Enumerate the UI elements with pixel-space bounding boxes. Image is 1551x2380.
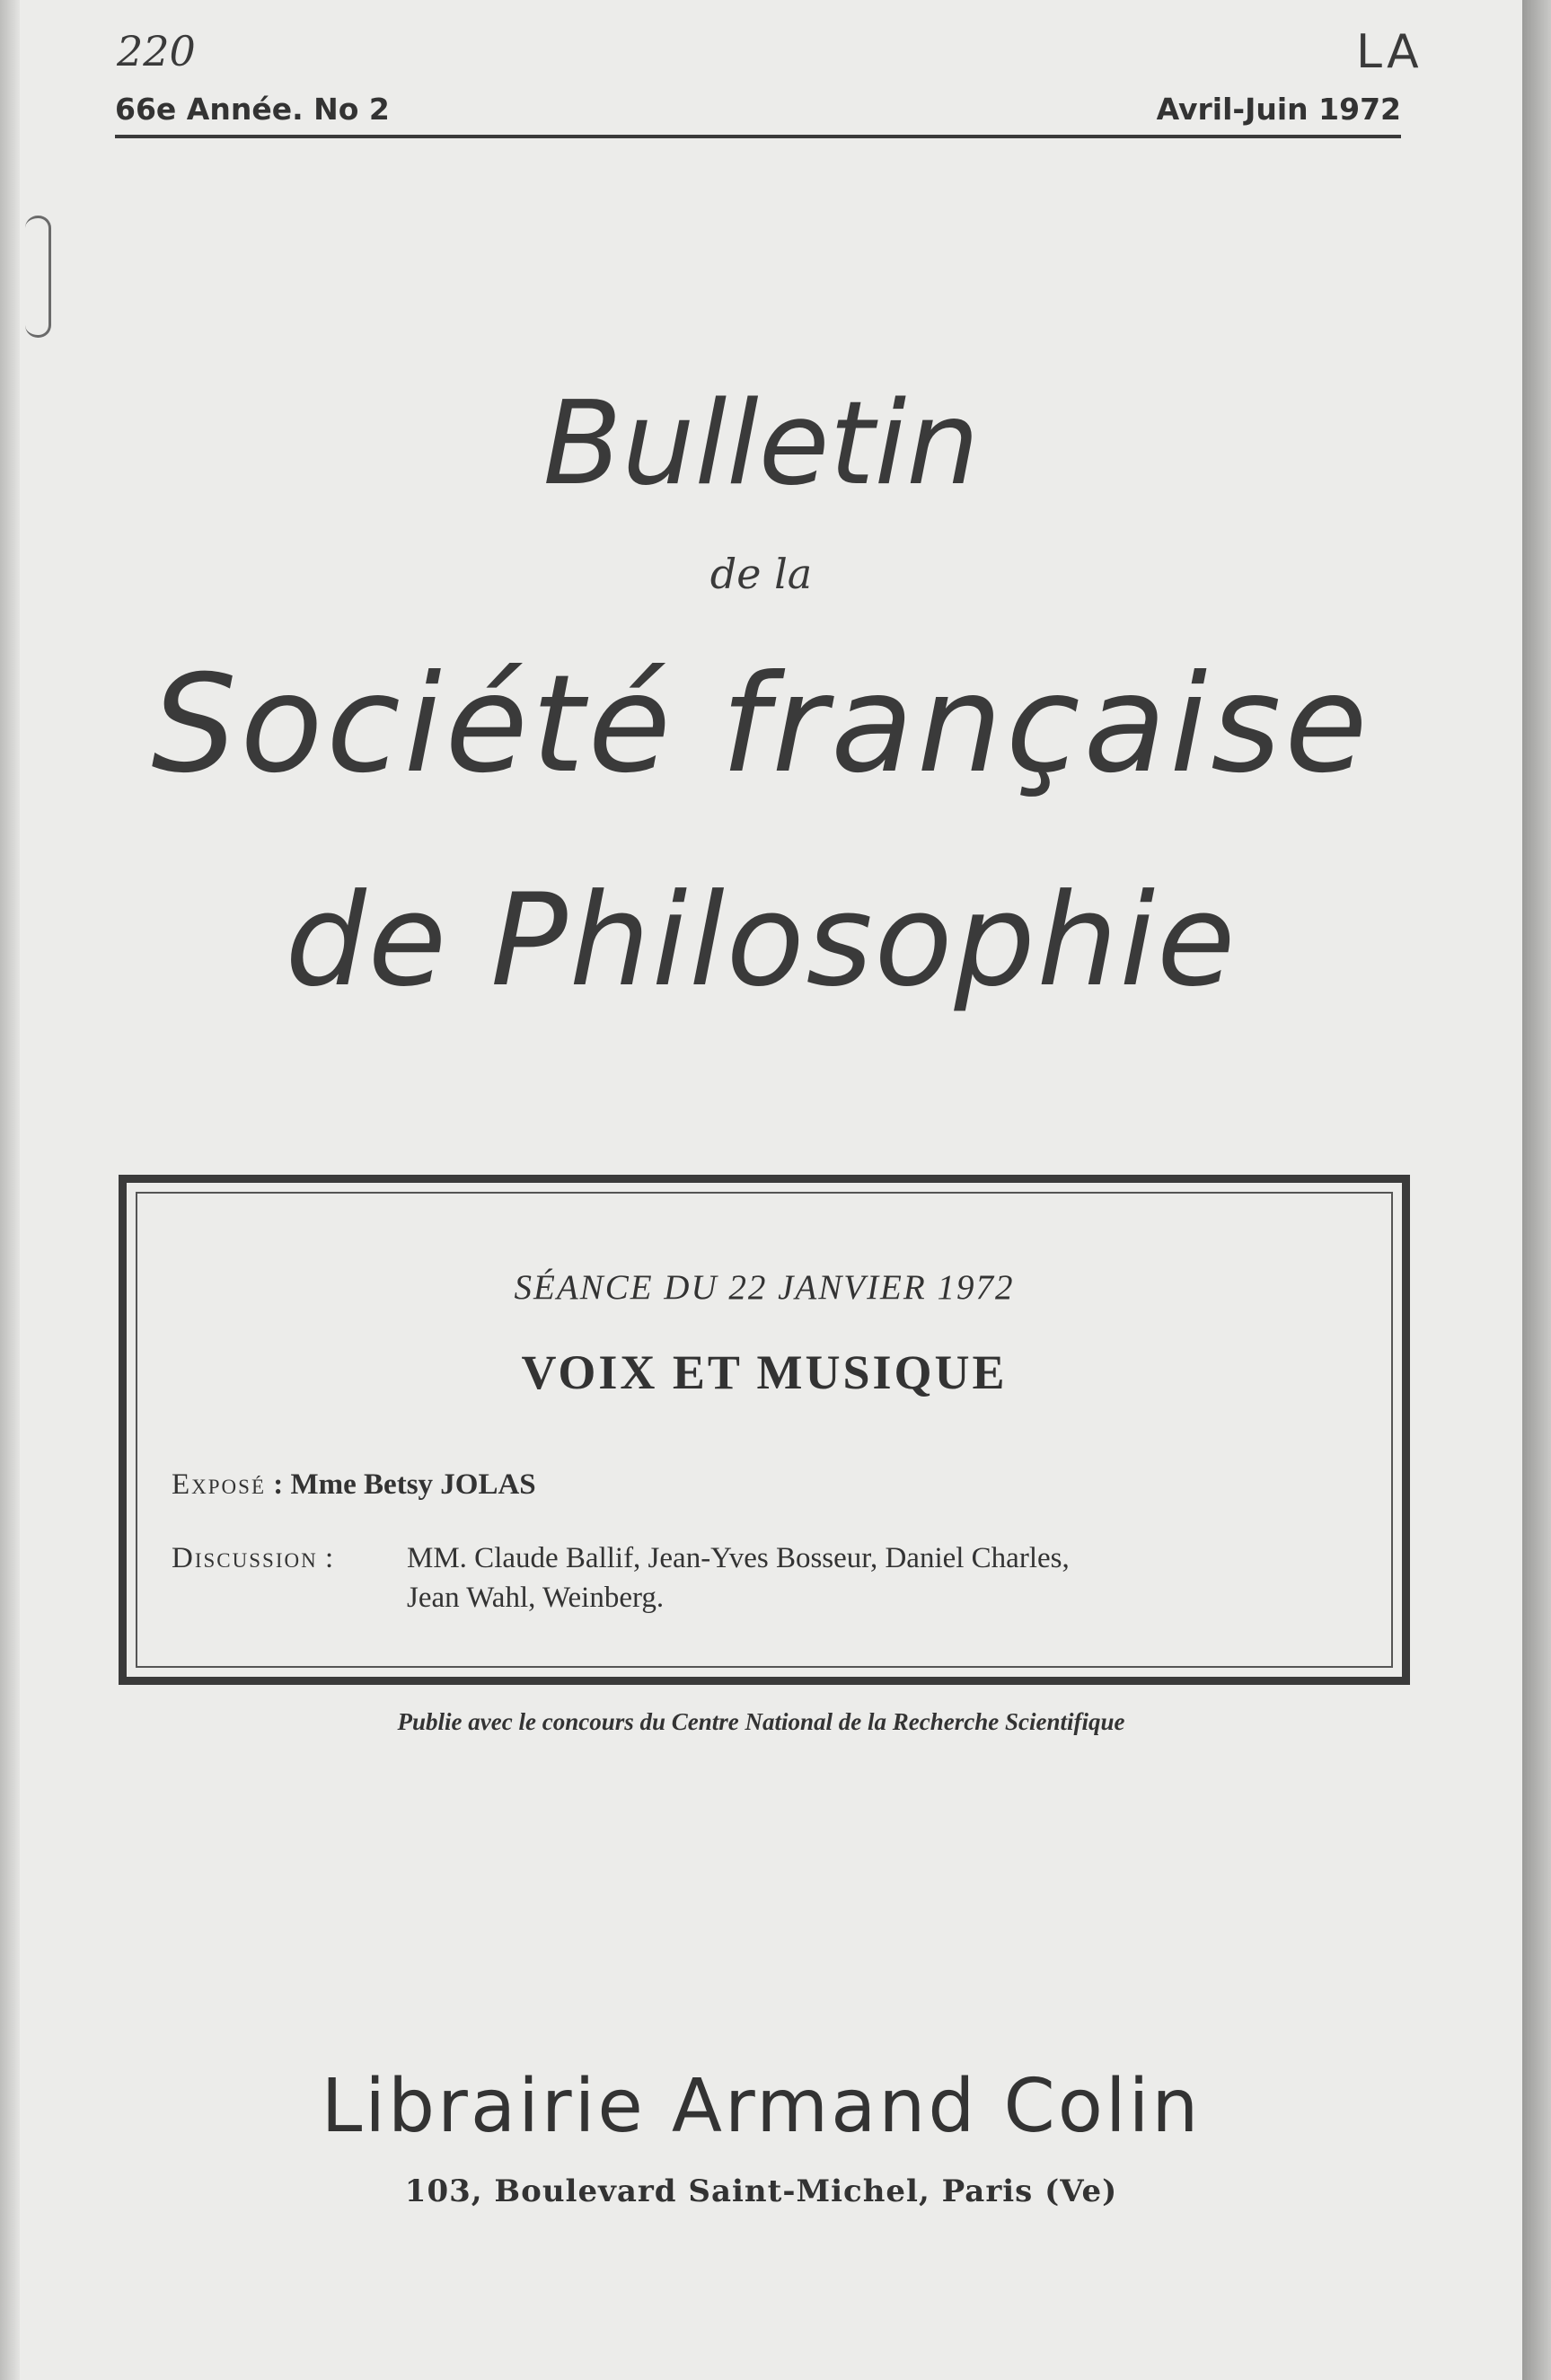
right-edge [1522, 0, 1551, 2380]
issue-number: 66e Année. No 2 [115, 92, 390, 127]
title-de-la: de la [709, 550, 813, 598]
discussion-block [172, 1538, 1375, 1618]
title-societe: Société française [151, 647, 1371, 803]
session-box [119, 1175, 1410, 1685]
discussion-line-1: Discussion : MM. Claude Ballif, Jean-Yves Bosseur, Daniel Charles, [172, 1542, 1070, 1574]
expose-speaker: Mme Betsy JOLAS [290, 1468, 536, 1501]
issue-date: Avril-Juin 1972 [1156, 92, 1401, 127]
binding-thread [25, 216, 51, 338]
discussion-label: Discussion [172, 1542, 318, 1574]
discussion-participants-2: Jean Wahl, Weinberg. [407, 1582, 665, 1614]
handwritten-note-right: LA [1356, 25, 1423, 79]
publisher-name: Librairie Armand Colin [321, 2064, 1202, 2149]
handwritten-note-left: 220 [117, 27, 196, 75]
issue-header [115, 88, 1401, 138]
session-topic: VOIX ET MUSIQUE [521, 1345, 1008, 1399]
title-bulletin: Bulletin [542, 377, 980, 511]
spine-edge [0, 0, 20, 2380]
discussion-participants-1: MM. Claude Ballif, Jean-Yves Bosseur, Daniel Charles, [407, 1542, 1070, 1574]
title-philosophie: de Philosophie [285, 867, 1238, 1015]
expose-line: Exposé : Mme Betsy JOLAS [172, 1468, 536, 1501]
expose-label: Exposé [172, 1468, 267, 1501]
cnrs-note: Publie avec le concours du Centre National de la Recherche Scientifique [397, 1708, 1125, 1735]
session-date: SÉANCE DU 22 JANVIER 1972 [514, 1268, 1015, 1307]
publisher-address: 103, Boulevard Saint-Michel, Paris (Ve) [404, 2173, 1118, 2209]
